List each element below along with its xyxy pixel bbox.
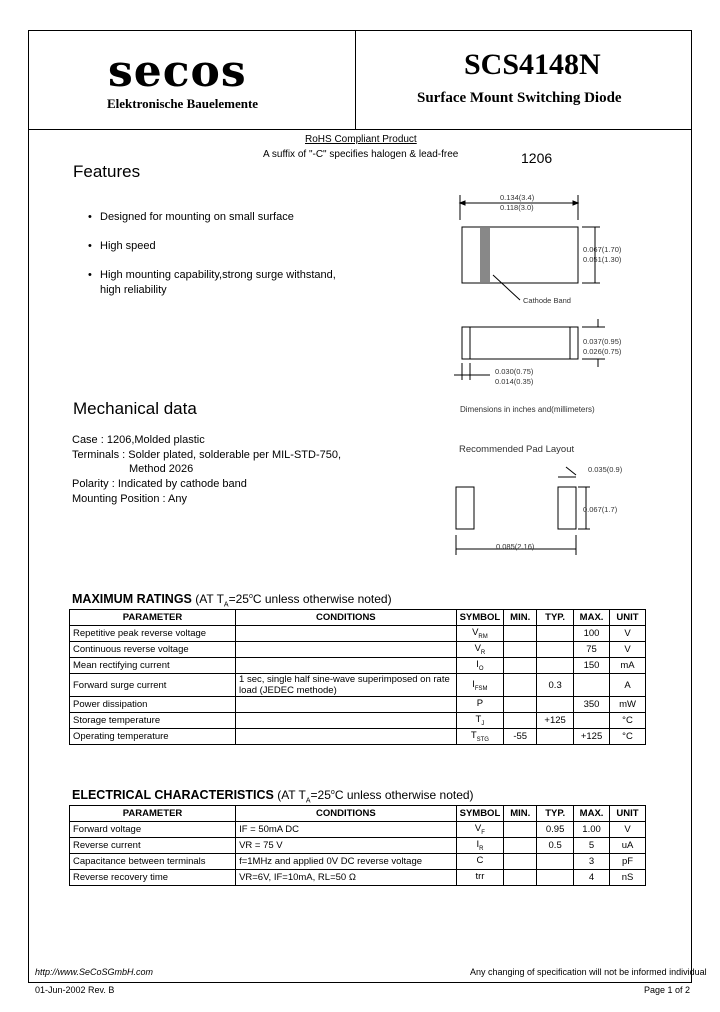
table-row	[70, 838, 646, 854]
cell-min	[504, 697, 537, 713]
cell-typ	[537, 658, 574, 674]
cell-min	[504, 713, 537, 729]
pad-dim-span: 0.085(2.16)	[496, 542, 535, 551]
features-title: Features	[73, 162, 141, 181]
cell-max	[574, 713, 610, 729]
cell-unit: mW	[610, 697, 646, 713]
cell-typ: 0.95	[537, 822, 574, 838]
cell-max: 150	[574, 658, 610, 674]
cell-max: +125	[574, 729, 610, 745]
cell-cond: f=1MHz and applied 0V DC reverse voltage	[236, 854, 457, 870]
cell-cond: VR=6V, IF=10mA, RL=50 Ω	[236, 870, 457, 886]
cell-cond: 1 sec, single half sine-wave superimposed on rate load (JEDEC methode)	[236, 674, 457, 697]
cell-sym: P	[456, 697, 504, 713]
cell-min	[504, 870, 537, 886]
cell-param: Operating temperature	[70, 729, 236, 745]
cell-sym: $I_{FSM}$	[456, 674, 504, 697]
part-number: SCS4148N	[464, 48, 601, 81]
max-ratings-table	[69, 609, 646, 745]
cell-min: -55	[504, 729, 537, 745]
cell-unit: nS	[610, 870, 646, 886]
cell-max: 5	[574, 838, 610, 854]
table-row	[70, 674, 646, 697]
cell-typ: 0.3	[537, 674, 574, 697]
cell-cond	[236, 626, 457, 642]
company-name: Elektronische Bauelemente	[107, 96, 259, 111]
table-row	[70, 870, 646, 886]
cell-min	[504, 838, 537, 854]
cell-sym: $V_R$	[456, 642, 504, 658]
package-name: 1206	[521, 150, 553, 166]
table-header-row: PARAMETER CONDITIONS SYMBOL MIN. TYP. MAX. UNIT	[70, 806, 646, 822]
cell-min	[504, 658, 537, 674]
features-list	[88, 210, 336, 283]
cell-typ	[537, 642, 574, 658]
cell-cond	[236, 658, 457, 674]
cell-unit: uA	[610, 838, 646, 854]
dim-width: 0.067(1.70) 0.051(1.30)	[583, 245, 622, 264]
electrical-title: ELECTRICAL CHARACTERISTICS (AT $T_A=25^oC$ unless otherwise noted)	[72, 788, 474, 805]
cell-sym: $I_O$	[456, 658, 504, 674]
cell-param: Repetitive peak reverse voltage	[70, 626, 236, 642]
cell-sym: $I_R$	[456, 838, 504, 854]
cell-max	[574, 674, 610, 697]
mech-method: Method 2026	[129, 463, 194, 475]
part-description: Surface Mount Switching Diode	[417, 90, 622, 106]
table-row	[70, 626, 646, 642]
cell-cond	[236, 729, 457, 745]
cell-typ: 0.5	[537, 838, 574, 854]
cell-param: Forward surge current	[70, 674, 236, 697]
dim-length: 0.134(3.4) 0.118(3.0)	[500, 193, 535, 212]
cell-typ	[537, 854, 574, 870]
mech-mounting: Mounting Position : Any	[72, 493, 187, 505]
mech-terminals: Terminals : Solder plated, solderable per MIL-STD-750,	[72, 449, 342, 461]
table-row	[70, 822, 646, 838]
electrical-table	[69, 805, 646, 886]
cell-param: Reverse current	[70, 838, 236, 854]
table-header-row: PARAMETER CONDITIONS SYMBOL MIN. TYP. MAX. UNIT	[70, 610, 646, 626]
feature-item: • High mounting capability,strong surge withstand,	[88, 268, 336, 283]
pad-dim-length: 0.067(1.7)	[583, 505, 618, 514]
cell-sym: C	[456, 854, 504, 870]
table-row	[70, 729, 646, 745]
cell-typ	[537, 729, 574, 745]
cell-typ	[537, 626, 574, 642]
cell-max: 3	[574, 854, 610, 870]
footer-page: Page 1 of 2	[644, 985, 691, 995]
table-row	[70, 854, 646, 870]
company-logo: secos	[108, 46, 247, 97]
cell-param: Forward voltage	[70, 822, 236, 838]
table-row	[70, 697, 646, 713]
rohs-line2: A suffix of "-C" specifies halogen & lead-free	[263, 149, 459, 160]
pad-dim-height: 0.035(0.9)	[588, 465, 623, 474]
cell-min	[504, 626, 537, 642]
mech-polarity: Polarity : Indicated by cathode band	[72, 478, 247, 490]
cell-typ: +125	[537, 713, 574, 729]
cell-param: Reverse recovery time	[70, 870, 236, 886]
cell-unit: °C	[610, 729, 646, 745]
cell-cond	[236, 713, 457, 729]
dim-terminal: 0.030(0.75) 0.014(0.35)	[495, 367, 534, 386]
cell-unit: mA	[610, 658, 646, 674]
feature-item: • Designed for mounting on small surface	[88, 210, 336, 225]
cell-unit: V	[610, 642, 646, 658]
cell-min	[504, 822, 537, 838]
table-row	[70, 713, 646, 729]
cell-typ	[537, 870, 574, 886]
max-ratings-body	[70, 626, 646, 745]
cell-max: 350	[574, 697, 610, 713]
cell-max: 75	[574, 642, 610, 658]
table-row	[70, 642, 646, 658]
mechanical-title: Mechanical data	[73, 399, 197, 418]
footer-url[interactable]: http://www.SeCoSGmbH.com	[35, 967, 154, 977]
cell-max: 1.00	[574, 822, 610, 838]
cell-unit: °C	[610, 713, 646, 729]
dim-height: 0.037(0.95) 0.026(0.75)	[583, 337, 622, 356]
cell-max: 4	[574, 870, 610, 886]
header-vertical-divider	[355, 30, 356, 129]
cell-param: Continuous reverse voltage	[70, 642, 236, 658]
cell-typ	[537, 697, 574, 713]
cell-cond: VR = 75 V	[236, 838, 457, 854]
cell-unit: A	[610, 674, 646, 697]
cell-unit: V	[610, 822, 646, 838]
header-divider	[28, 129, 692, 130]
table-row	[70, 658, 646, 674]
dimensions-note: Dimensions in inches and(millimeters)	[460, 405, 595, 414]
cell-max: 100	[574, 626, 610, 642]
pad-layout-title: Recommended Pad Layout	[459, 444, 575, 455]
footer-date: 01-Jun-2002 Rev. B	[35, 985, 115, 995]
cell-param: Capacitance between terminals	[70, 854, 236, 870]
cell-sym: $V_{RM}$	[456, 626, 504, 642]
mech-case: Case : 1206,Molded plastic	[72, 434, 205, 446]
cell-sym: $V_F$	[456, 822, 504, 838]
cell-unit: pF	[610, 854, 646, 870]
electrical-body	[70, 822, 646, 886]
feature-item-continued: high reliability	[100, 284, 167, 296]
feature-item: • High speed	[88, 239, 336, 254]
cell-unit: V	[610, 626, 646, 642]
cell-min	[504, 642, 537, 658]
footer-notice: Any changing of specification will not be informed individual	[470, 967, 707, 977]
cell-sym: $T_{STG}$	[456, 729, 504, 745]
cathode-band-label: Cathode Band	[523, 296, 571, 305]
cell-param: Power dissipation	[70, 697, 236, 713]
rohs-line1: RoHS Compliant Product	[305, 134, 417, 145]
cell-sym: $T_J$	[456, 713, 504, 729]
cell-min	[504, 674, 537, 697]
cell-param: Storage temperature	[70, 713, 236, 729]
cell-cond	[236, 642, 457, 658]
cell-min	[504, 854, 537, 870]
cell-param: Mean rectifying current	[70, 658, 236, 674]
max-ratings-title: MAXIMUM RATINGS (AT $T_A=25^oC$ unless otherwise noted)	[72, 592, 392, 609]
cell-cond: IF = 50mA DC	[236, 822, 457, 838]
cell-cond	[236, 697, 457, 713]
cell-sym: trr	[456, 870, 504, 886]
